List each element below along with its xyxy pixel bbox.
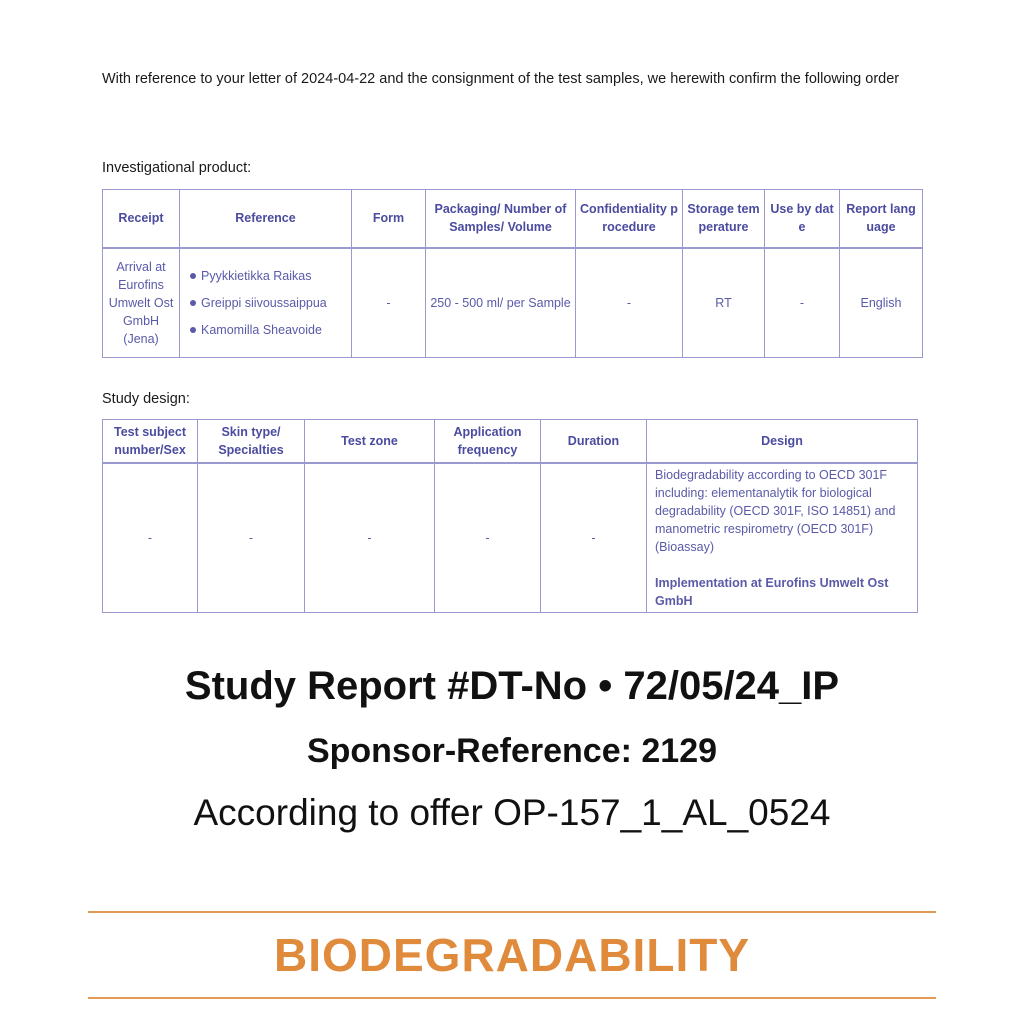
offer-reference: According to offer OP-157_1_AL_0524 [193, 792, 831, 833]
design-section-label: Study design: [102, 391, 190, 407]
bullet-icon [190, 300, 196, 306]
top-divider [88, 911, 936, 913]
header-skin: Skin type/ Specialties [198, 420, 305, 463]
reference-label: Pyykkietikka Raikas [201, 268, 312, 283]
design-description: Biodegradability according to OECD 301F including: elementanalytik for biological degradability (OECD 301F, ISO 14851) and manometric respirometry (OECD 301F) (Bioassay) [655, 467, 896, 554]
header-receipt: Receipt [103, 190, 180, 248]
cell-storage: RT [683, 248, 765, 358]
header-confidentiality: Confidentiality procedure [576, 190, 683, 248]
cell-receipt: Arrival at Eurofins Umwelt Ost GmbH (Jena) [103, 248, 180, 358]
cell-form: - [352, 248, 426, 358]
bottom-divider [88, 997, 936, 999]
cell-packaging: 250 - 500 ml/ per Sample [426, 248, 576, 358]
cell-subject: - [103, 463, 198, 613]
cell-references [180, 248, 352, 358]
list-item [190, 267, 347, 285]
cell-language: English [840, 248, 923, 358]
cell-zone: - [305, 463, 435, 613]
header-zone: Test zone [305, 420, 435, 463]
table-row [103, 248, 923, 358]
cell-duration: - [541, 463, 647, 613]
intro-paragraph: With reference to your letter of 2024-04-22 and the consignment of the test samples, we herewith confirm the following order [102, 71, 900, 87]
list-item [190, 294, 347, 312]
cell-skin: - [198, 463, 305, 613]
header-use-by: Use by date [765, 190, 840, 248]
cell-frequency: - [435, 463, 541, 613]
sponsor-reference: Sponsor-Reference: 2129 [306, 732, 718, 770]
cell-use-by: - [765, 248, 840, 358]
cell-confidentiality: - [576, 248, 683, 358]
banner-title: BIODEGRADABILITY [274, 929, 750, 981]
design-implementation: Implementation at Eurofins Umwelt Ost GmbH [655, 575, 889, 608]
design-header-row [103, 420, 918, 463]
bullet-icon [190, 327, 196, 333]
reference-label: Kamomilla Sheavoide [201, 322, 322, 337]
header-design: Design [647, 420, 918, 463]
list-item [190, 321, 347, 339]
product-section-label: Investigational product: [102, 160, 252, 176]
product-table [102, 189, 923, 358]
header-duration: Duration [541, 420, 647, 463]
header-storage: Storage temperature [683, 190, 765, 248]
header-language: Report language [840, 190, 923, 248]
header-packaging: Packaging/ Number of Samples/ Volume [426, 190, 576, 248]
report-title: Study Report #DT-No • 72/05/24_IP [184, 664, 840, 708]
product-header-row [103, 190, 923, 248]
header-subject: Test subject number/Sex [103, 420, 198, 463]
cell-design [647, 463, 918, 613]
reference-label: Greippi siivoussaippua [201, 295, 327, 310]
design-table [102, 419, 918, 613]
table-row [103, 463, 918, 613]
header-form: Form [352, 190, 426, 248]
bullet-icon [190, 273, 196, 279]
header-reference: Reference [180, 190, 352, 248]
header-frequency: Application frequency [435, 420, 541, 463]
